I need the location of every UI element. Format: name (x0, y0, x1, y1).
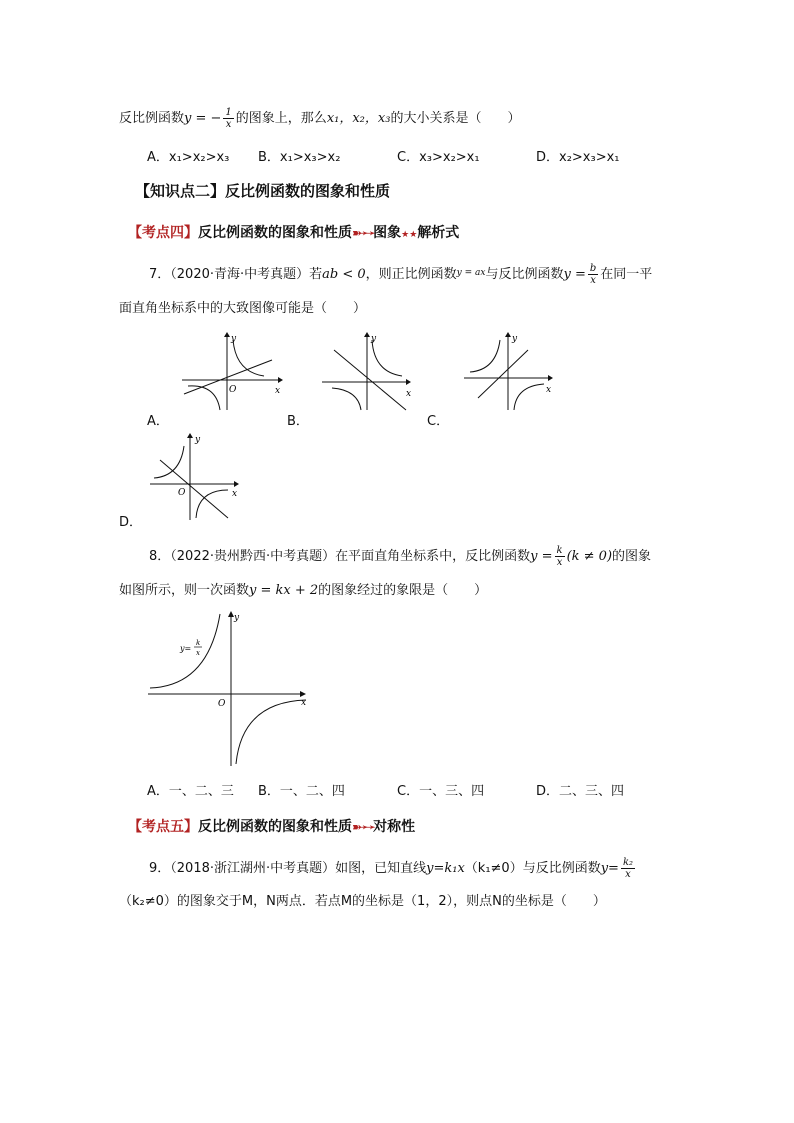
q8-frac-num: k (556, 545, 563, 556)
q9-eq-lhs: y= (600, 861, 619, 876)
star-icon: ★★ (401, 230, 418, 240)
kaodian4-heading (128, 222, 459, 242)
q8-stem-line2 (119, 582, 487, 600)
q7-source: 7．（2020·青海·中考真题）若 (149, 267, 323, 282)
q8-line2-a: 如图所示，则一次函数 (119, 583, 250, 598)
q8-cond: (k ≠ 0) (566, 549, 613, 564)
q7-stem-line1 (149, 263, 652, 286)
q7a-origin-label: O (229, 385, 237, 395)
q7-label-b: B． (287, 414, 309, 429)
q9-stem-line1 (149, 857, 637, 880)
q6-stem-line (119, 107, 520, 130)
q7-graph-a (180, 332, 284, 412)
q8-option-a: A．一、二、三 (147, 784, 234, 799)
q6-option-c: C．x₃>x₂>x₁ (397, 150, 480, 165)
q7-eq2-lhs: y = (563, 267, 586, 282)
kaodian5-tail: 对称性 (373, 819, 416, 835)
q7-cond: ab < 0 (322, 267, 366, 282)
q7c-x-label: x (546, 385, 552, 395)
q6-option-b: B．x₁>x₃>x₂ (258, 150, 341, 165)
q7-tail: 在同一平 (600, 267, 653, 282)
q7-graph-c (462, 332, 556, 412)
q7-mid: ，则正比例函数 (365, 267, 457, 282)
q7d-x-label: x (232, 489, 238, 499)
q9-frac-num: k₂ (622, 857, 634, 868)
kaodian4-text: 反比例函数的图象和性质 (198, 225, 352, 241)
q8-line2-b: 的图象经过的象限是（ ） (318, 583, 488, 598)
q7c-y-label: y (512, 334, 518, 344)
q8-stem-line1 (149, 545, 651, 568)
q7-graph-d (148, 432, 244, 522)
q7a-x-label: x (275, 386, 281, 396)
q8-frac-den: x (556, 557, 563, 568)
q7-mid2: 与反比例函数 (485, 267, 564, 282)
arrow-icon: ➽➛➛ (352, 820, 374, 834)
q8-fraction (555, 545, 565, 568)
q7-graph-b (320, 332, 414, 412)
q6-option-d: D．x₂>x₃>x₁ (536, 150, 620, 165)
q6-fraction (223, 107, 233, 130)
q7d-y-label: y (195, 435, 201, 445)
q6-eq-lhs: y = − (184, 111, 222, 126)
q8-graph (148, 610, 312, 768)
q8-curve-label: y= (180, 644, 192, 653)
q7a-y-label: y (231, 334, 237, 344)
q6-frac-num: 1 (225, 107, 232, 118)
q9-line-eq: y=k₁x (426, 861, 465, 876)
q8-x-label: x (301, 698, 307, 708)
kaodian4-bracket: 【考点四】 (128, 225, 198, 241)
kaodian5-bracket: 【考点五】 (128, 819, 198, 835)
q7-label-a: A． (147, 414, 169, 429)
kaodian4-tail1: 图象 (373, 225, 402, 241)
kaodian5-text: 反比例函数的图象和性质 (198, 819, 352, 835)
q6-frac-den: x (225, 119, 232, 130)
q6-stem-suffix: 的大小关系是（ ） (390, 111, 521, 126)
q8-line1-a: 8．（2022·贵州黔西·中考真题）在平面直角坐标系中，反比例函数 (149, 549, 531, 564)
q7d-origin-label: O (178, 488, 186, 498)
q7-frac-num: b (589, 263, 597, 274)
q8-eq2: y = kx + 2 (249, 583, 319, 598)
q9-fraction (621, 857, 635, 880)
q9-frac-den: x (625, 869, 631, 880)
q7-label-d: D． (119, 515, 143, 530)
q6-option-a: A．x₁>x₂>x₃ (147, 150, 230, 165)
q8-option-c: C．一、三、四 (397, 784, 485, 799)
q7-eq1: y = ax (456, 268, 486, 278)
q7-stem-line2: 面直角坐标系中的大致图像可能是（ ） (119, 301, 367, 316)
q8-option-d: D．二、三、四 (536, 784, 625, 799)
q8-curve-label-num: k (196, 639, 201, 647)
q9-line1-b: （k₁≠0）与反比例函数 (464, 861, 601, 876)
arrow-icon: ➽➛➛ (352, 226, 374, 240)
q8-curve-label-den: x (196, 649, 200, 657)
q6-stem-prefix: 反比例函数 (119, 111, 185, 126)
q8-option-b: B．一、二、四 (258, 784, 345, 799)
q7-label-c: C． (427, 414, 450, 429)
kaodian5-heading (128, 816, 415, 836)
kaodian4-tail2: 解析式 (417, 225, 460, 241)
q7b-x-label: x (406, 389, 412, 399)
q7b-y-label: y (371, 334, 377, 344)
section-title: 【知识点二】反比例函数的图象和性质 (135, 182, 391, 200)
q8-line1-b: 的图象 (612, 549, 652, 564)
q8-y-label: y (234, 613, 240, 623)
q7-frac-den: x (590, 275, 596, 286)
q7-fraction (588, 263, 598, 286)
q9-line1-a: 9．（2018·浙江湖州·中考真题）如图，已知直线 (149, 861, 427, 876)
q8-origin-label: O (218, 699, 226, 709)
q8-eq-lhs: y = (530, 549, 553, 564)
q6-stem-middle: 的图象上，那么 (235, 111, 327, 126)
q9-stem-line2: （k₂≠0）的图象交于M，N两点．若点M的坐标是（1，2），则点N的坐标是（ ） (119, 894, 606, 909)
q6-vars: x₁，x₂，x₃ (326, 111, 391, 126)
